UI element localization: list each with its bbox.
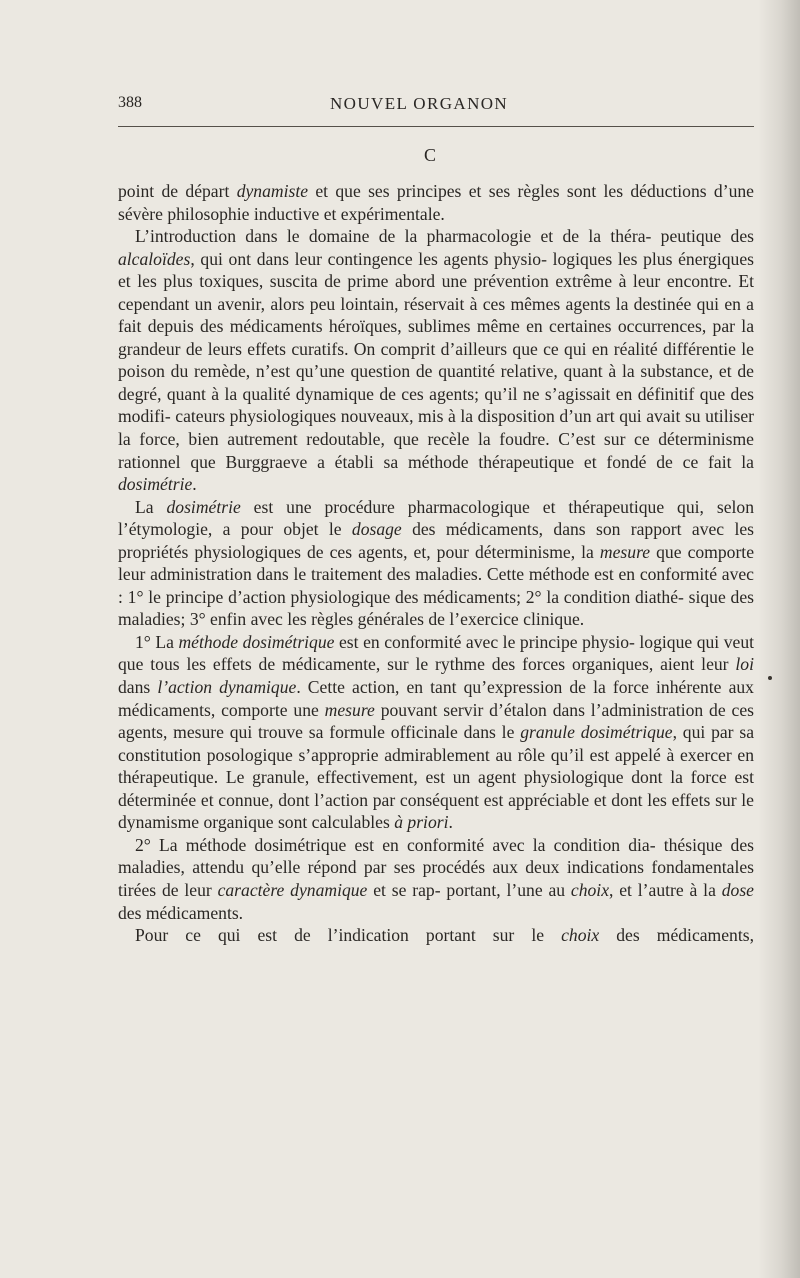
paragraph bbox=[118, 924, 754, 947]
italic-term: choix bbox=[561, 925, 600, 946]
text-run: point de départ bbox=[118, 181, 237, 201]
text-run: dans bbox=[118, 677, 158, 698]
text-run: La bbox=[135, 496, 167, 517]
text-run: . bbox=[192, 474, 197, 495]
text-run: . bbox=[448, 812, 453, 833]
italic-term: alcaloïdes bbox=[118, 248, 191, 269]
header-rule bbox=[118, 126, 754, 127]
text-run: 2° La méthode dosimétrique est en conformité avec la condition dia- thésique des maladies, attendu qu’elle répond par ses procédés aux deux indications fondamentales tirées de leur bbox=[118, 834, 754, 900]
italic-term: mesure bbox=[324, 699, 375, 720]
italic-term: dynamiste bbox=[236, 181, 309, 201]
text-run: . Cette action, en tant qu’expression de la force inhérente aux médicaments, comporte une bbox=[118, 677, 754, 720]
text-run: , qui ont dans leur contingence les agents physio- logiques les plus énergiques et les plus toxiques, suscita de prime abord une prévention extrême à leur encontre. Et cependant un avenir, alors peu lointain, réservait à ces mêmes agents la destinée qui en a fait depuis des médicaments héroïques, sublimes même en certaines occurrences, par la grandeur de leurs effets curatifs. On comprit d’ailleurs que ce qui en réalité différentie le poison du remède, n’est qu’une question de quantité relative, quant à la substance, et de degré, quant à la qualité dynamique de ces agents; qu’il ne s’agissait en définitif que des modifi- cateurs physiologiques nouveaux, mis à la disposition d’un art qui avait su utiliser la force, bien autrement redoutable, que recèle la foudre. C’est sur ce déterminisme rationnel que Burggraeve a établi sa méthode thérapeutique et fondé de ce fait la bbox=[118, 248, 754, 472]
running-title: NOUVEL ORGANON bbox=[330, 94, 509, 113]
text-run: et que ses principes et ses règles sont les déductions d’une sévère philosophie inductive et expérimentale. bbox=[118, 181, 754, 224]
italic-term: granule dosimétrique bbox=[520, 722, 673, 743]
page-header bbox=[118, 94, 758, 120]
text-run: , qui par sa constitution posologique s’approprie admirablement au rôle qu’il est appelé à exercer en thérapeutique. Le granule, effectivement, est un agent physiologique dont la force est déterminée et connue, dont l’action par conséquent est appréciable et dont les effets sur le dynamisme organique sont calculables bbox=[118, 722, 755, 833]
italic-term: caractère dynamique bbox=[217, 879, 368, 900]
page-number: 388 bbox=[118, 94, 142, 111]
paragraph bbox=[118, 631, 754, 834]
text-run: Pour ce qui est de l’indication portant sur le bbox=[135, 925, 562, 946]
text-run: , et l’autre à la bbox=[609, 879, 722, 900]
text-run: et se rap- portant, l’une au bbox=[367, 879, 571, 900]
text-run: est une procédure pharmacologique et thérapeutique qui, selon l’étymologie, a pour objet le bbox=[118, 496, 754, 540]
paragraph bbox=[118, 496, 754, 631]
italic-term: loi bbox=[735, 654, 754, 675]
paragraph bbox=[118, 180, 754, 225]
text-run: des médicaments, dans son rapport avec les propriétés physiologiques de ces agents, et, pour déterminisme, la bbox=[118, 519, 754, 562]
italic-term: dosage bbox=[351, 519, 402, 540]
text-run: pouvant servir d’étalon dans l’administration de ces agents, mesure qui trouve sa formule officinale dans le bbox=[118, 699, 754, 743]
text-run: des médicaments, bbox=[599, 925, 754, 946]
italic-term: l’action dynamique bbox=[157, 677, 297, 698]
italic-term: à priori bbox=[394, 812, 449, 833]
italic-term: dosimétrie bbox=[118, 474, 193, 495]
page-edge-shadow bbox=[758, 0, 800, 1278]
paragraph bbox=[118, 834, 754, 924]
text-run: que comporte leur administration dans le traitement des maladies. Cette méthode est en conformité avec : 1° le principe d’action physiologique des médicaments; 2° la condition diathé- sique des maladies; 3° enfin avec les règles générales de l’exercice clinique. bbox=[118, 541, 755, 630]
body-text bbox=[118, 180, 754, 947]
paragraph bbox=[118, 225, 754, 496]
text-run: est en conformité avec le principe physio- logique qui veut que tous les effets de médicamente, sur le rythme des forces organiques, aient leur bbox=[118, 631, 755, 675]
italic-term: méthode dosimétrique bbox=[178, 631, 335, 652]
text-run: des médicaments. bbox=[118, 902, 244, 923]
margin-mark bbox=[768, 676, 772, 680]
section-letter: C bbox=[423, 145, 436, 165]
text-run: L’introduction dans le domaine de la pharmacologie et de la théra- peutique des bbox=[135, 226, 754, 247]
italic-term: dose bbox=[721, 879, 754, 900]
italic-term: mesure bbox=[599, 541, 651, 562]
italic-term: dosimétrie bbox=[166, 496, 241, 517]
text-run: 1° La bbox=[135, 631, 179, 652]
italic-term: choix bbox=[570, 879, 610, 900]
